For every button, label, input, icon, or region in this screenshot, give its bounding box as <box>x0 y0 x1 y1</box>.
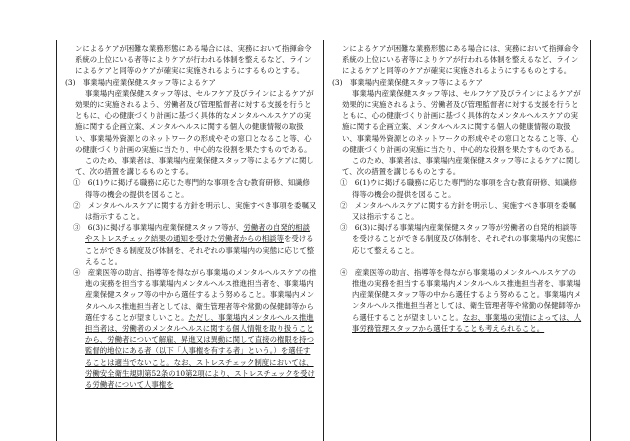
right-section-heading: (3) 事業場内産業保健スタッフ等によるケア <box>332 77 483 87</box>
right-item-4-underlined: なお、事業場の実情によっては、人事労務管理スタッフから選任することも考えられること。 <box>352 312 582 333</box>
right-column <box>323 40 589 441</box>
left-item-4 <box>65 267 317 390</box>
comparison-table <box>56 40 591 441</box>
left-item-3-text-a: ③ 6(3)に掲げる事業場内産業保健スタッフ等が、 <box>73 223 244 233</box>
right-item-3: ③ 6(3)に掲げる事業場内産業保健スタッフ等が労働者の自発的相談等を受けることができる制度及び体制を、それぞれの事業場内の実態に応じて整えること。 <box>340 223 582 255</box>
left-section-heading: (3) 事業場内産業保健スタッフ等によるケア <box>65 77 216 87</box>
right-item-4-text: ④ 産業医等の助言、指導等を得ながら事業場のメンタルヘルスケアの推進の実務を担当する事業場内メンタルヘルス推進担当者を、事業場内産業保健スタッフ等の中から選任するよう努めること。事業場内メンタルヘルス推進担当者としては、衛生管理者等や常勤の保健師等から選任することが望ましいこと。 <box>340 267 582 322</box>
right-item-1: ① 6(1)ウに掲げる職務に応じた専門的な事項を含む教育研修、知識修得等の機会の提供を図ること。 <box>340 178 577 199</box>
right-item-4 <box>332 267 583 334</box>
left-item-4-text: ④ 産業医等の助言、指導等を得ながら事業場のメンタルヘルスケアの推進の実務を担当する事業場内メンタルヘルス推進担当者を、事業場内産業保健スタッフ等の中から選任するよう努めること。事業場内メンタルヘルス推進担当者としては、衛生管理者等や常勤の保健師等から選任することが望ましいこと。 <box>73 268 317 322</box>
left-item-4-underlined: ただし、事業場内メンタルヘルス推進担当者は、労働者のメンタルヘルスに関する個人情報を取り扱うことから、労働者について解雇、昇進又は異動に関して直接の権限を持つ監督的地位にある者（以下「人事権を有する者」という。）を選任することは適当でないこと。なお、ストレスチェック制度においては、労働安全衛生規則第52条の10第2項により、ストレスチェックを受ける労働者について人事権を <box>85 312 315 390</box>
left-item-3-text-b: を受けることができる制度及び体制を、それぞれの事業場内の実態に応じて整えること。 <box>85 234 315 266</box>
left-paragraph-1: 事業場内産業保健スタッフ等は、セルフケア及びラインによるケアが効果的に実施されるよう、労働者及び管理監督者に対する支援を行うとともに、心の健康づくり計画に基づく具体的なメンタルヘルスケアの実施に関する企画立案、メンタルヘルスに関する個人の健康情報の取扱い、事業場外資源とのネットワークの形成やその窓口となること等、心の健康づくり計画の実施に当たり、中心的な役割を果たすものである。 <box>75 88 314 154</box>
left-item-3-underlined: 労働者の自発的相談やストレスチェック結果の通知を受けた労働者からの相談等 <box>85 223 310 244</box>
left-item-3 <box>65 222 317 267</box>
right-item-2: ② メンタルヘルスケアに関する方針を明示し、実施すべき事項を委嘱又は指示すること。 <box>340 200 576 222</box>
right-intro-paragraph: ンによるケアが困難な業務形態にある場合には、実務において指揮命令系統の上位にいる者等によりケアが行われる体制を整えるなど、ラインによるケアと同等のケアが確実に実施されるようにするものとする。 <box>342 44 579 76</box>
left-item-2: ② メンタルヘルスケアに関する方針を明示し、実施すべき事項を委嘱又は指示すること。 <box>73 200 317 222</box>
left-column <box>57 40 323 441</box>
left-paragraph-2: このため、事業者は、事業場内産業保健スタッフ等によるケアに関して、次の措置を講じるものとする。 <box>75 156 314 177</box>
right-paragraph-1: 事業場内産業保健スタッフ等は、セルフケア及びラインによるケアが効果的に実施されるよう、労働者及び管理監督者に対する支援を行うとともに、心の健康づくり計画に基づく具体的なメンタルヘルスケアの実施に関する企画立案、メンタルヘルスに関する個人の健康情報の取扱い、事業場外資源とのネットワークの形成やその窓口となること等、心の健康づくり計画の実施に当たり、中心的な役割を果たすものである。 <box>342 88 581 154</box>
right-paragraph-2: このため、事業者は、事業場内産業保健スタッフ等によるケアに関して、次の措置を講じるものとする。 <box>342 156 581 177</box>
left-item-1: ① 6(1)ウに掲げる職務に応じた専門的な事項を含む教育研修、知識修得等の機会の提供を図ること。 <box>73 178 310 199</box>
right-spacer <box>332 256 583 267</box>
left-intro-paragraph: ンによるケアが困難な業務形態にある場合には、実務において指揮命令系統の上位にいる者等によりケアが行われる体制を整えるなど、ラインによるケアと同等のケアが確実に実施されるようにするものとする。 <box>75 44 312 76</box>
